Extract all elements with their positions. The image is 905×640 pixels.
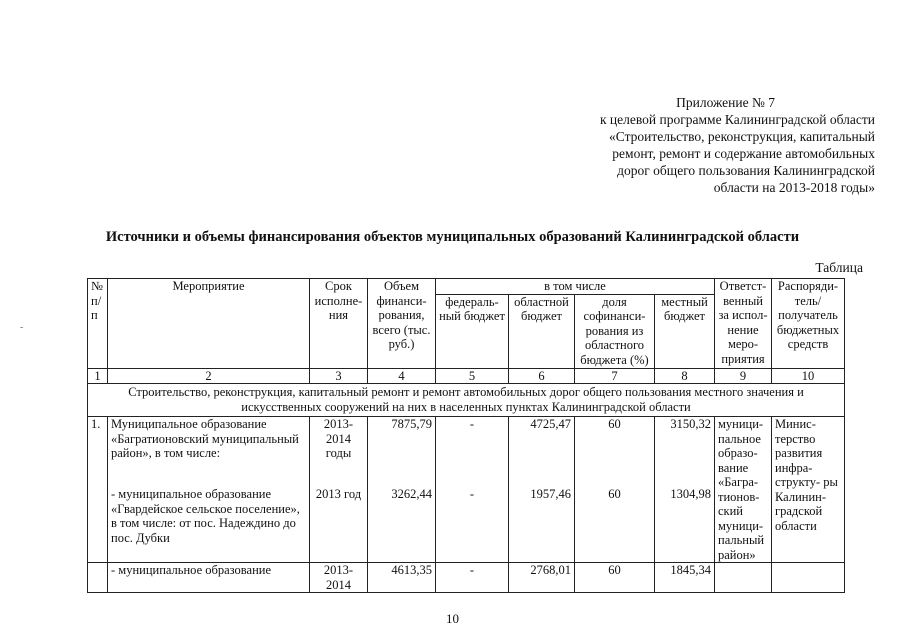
col-number: 3 [310, 368, 368, 384]
page-number: 10 [446, 611, 459, 626]
document-heading: Источники и объемы финансирования объектов муниципальных образований Калининградской области [105, 229, 800, 245]
appendix-block [555, 94, 875, 196]
header-responsible: Ответст- венный за испол- нение меро- приятия [715, 279, 772, 369]
row-regional [509, 417, 575, 563]
row-regional: 2768,01 [509, 563, 575, 593]
row-term: 2013-2014 [310, 563, 368, 593]
local-district: 3150,32 [670, 417, 711, 431]
header-federal: федераль- ный бюджет [436, 294, 509, 368]
row-volume: 4613,35 [368, 563, 436, 593]
table-row [88, 563, 845, 593]
volume-district: 7875,79 [391, 417, 432, 431]
col-number: 4 [368, 368, 436, 384]
col-number: 2 [108, 368, 310, 384]
header-local: местный бюджет [655, 294, 715, 368]
section-row [88, 384, 845, 417]
share-settlement: 60 [608, 487, 621, 501]
col-number: 5 [436, 368, 509, 384]
header-including: в том числе [436, 279, 715, 295]
appendix-title: Приложение № 7 [676, 95, 775, 110]
table-label: Таблица [815, 260, 863, 275]
row-federal [436, 417, 509, 563]
col-number: 6 [509, 368, 575, 384]
row-local: 1845,34 [655, 563, 715, 593]
col-number: 9 [715, 368, 772, 384]
appendix-line: дорог общего пользования Калининградской [617, 163, 875, 178]
header-event: Мероприятие [108, 279, 310, 369]
event-district: Муниципальное образование «Багратионовский муниципальный район», в том числе: [111, 417, 299, 460]
header-share: доля софинанси- рования из областного бюджета (%) [575, 294, 655, 368]
row-manager: Минис- терство развития инфра- структу- ры Калинин- градской области [772, 417, 845, 563]
financing-table [87, 278, 845, 593]
table-row [88, 417, 845, 563]
row-event [108, 417, 310, 563]
header-num: № п/п [88, 279, 108, 369]
section-title: Строительство, реконструкция, капитальный ремонт и ремонт автомобильных дорог общего пользования местного значения и искусственных сооружений на них в населенных пунктах Калининградской области [88, 384, 845, 417]
appendix-line: «Строительство, реконструкция, капитальный [609, 129, 875, 144]
header-manager: Распоряди- тель/ получатель бюджетных средств [772, 279, 845, 369]
col-number: 10 [772, 368, 845, 384]
header-row [88, 279, 845, 295]
row-num: 1. [88, 417, 108, 563]
row-event: - муниципальное образование [108, 563, 310, 593]
header-regional: областной бюджет [509, 294, 575, 368]
row-volume [368, 417, 436, 563]
row-responsible: муници- пальное образо- вание «Багра- тионов- ский муници- пальный район» [715, 417, 772, 563]
col-number: 8 [655, 368, 715, 384]
share-district: 60 [608, 417, 621, 431]
col-number: 7 [575, 368, 655, 384]
event-settlement: - муниципальное образование «Гвардейское сельское поселение», в том числе: от пос. Надеждино до пос. Дубки [111, 487, 300, 545]
header-volume: Объем финанси- рования, всего (тыс. руб.) [368, 279, 436, 369]
row-manager-empty [772, 563, 845, 593]
row-term [310, 417, 368, 563]
federal-district: - [469, 417, 475, 431]
regional-settlement: 1957,46 [530, 487, 571, 501]
federal-settlement: - [469, 487, 475, 501]
local-settlement: 1304,98 [670, 487, 711, 501]
column-number-row [88, 368, 845, 384]
appendix-line: области на 2013-2018 годы» [713, 180, 875, 195]
term-settlement: 2013 год [315, 487, 362, 501]
row-responsible-empty [715, 563, 772, 593]
appendix-line: к целевой программе Калининградской области [599, 112, 875, 127]
appendix-line: ремонт, ремонт и содержание автомобильных [612, 146, 875, 161]
row-share [575, 417, 655, 563]
row-local [655, 417, 715, 563]
row-num-empty [88, 563, 108, 593]
col-number: 1 [88, 368, 108, 384]
regional-district: 4725,47 [530, 417, 571, 431]
volume-settlement: 3262,44 [391, 487, 432, 501]
row-federal: - [436, 563, 509, 593]
term-district: 2013-2014 годы [323, 417, 354, 460]
header-term: Срок исполне- ния [310, 279, 368, 369]
margin-mark: - [20, 322, 24, 333]
row-share: 60 [575, 563, 655, 593]
